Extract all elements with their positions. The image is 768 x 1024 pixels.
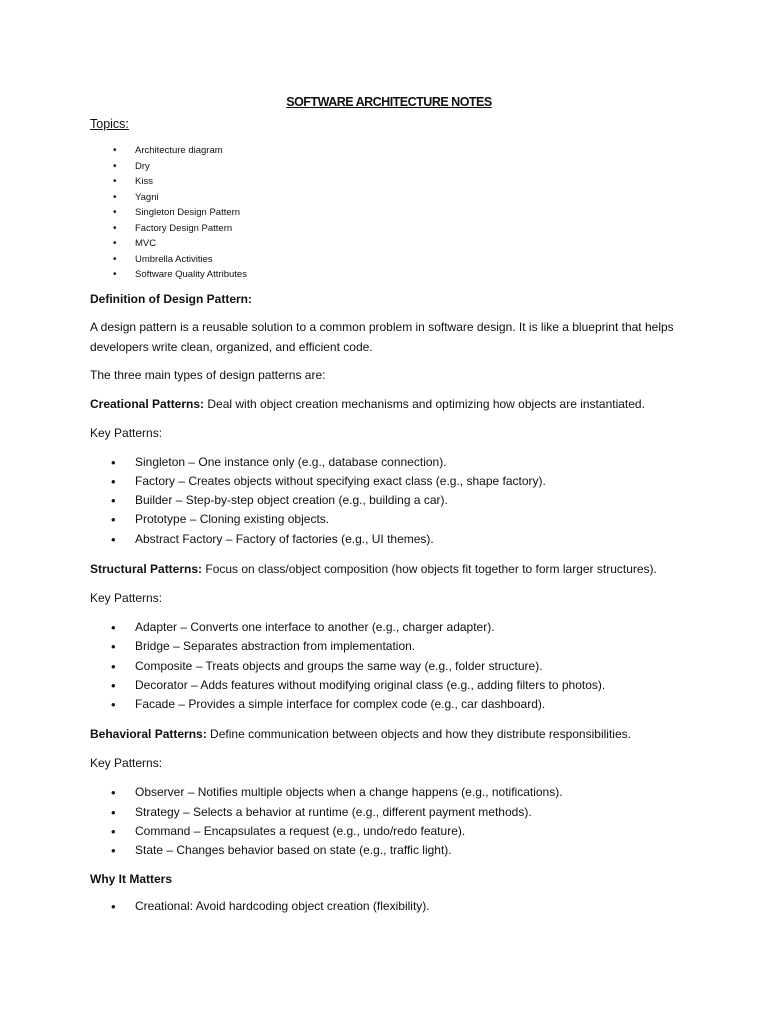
why-heading: Why It Matters — [90, 871, 173, 886]
creational-label: Creational Patterns: — [90, 396, 205, 411]
topic-item: • MVC — [90, 236, 688, 252]
pattern-item: • Command – Encapsulates a request (e.g., undo/redo feature). — [90, 822, 688, 841]
pattern-item: • State – Changes behavior based on state (e.g., traffic light). — [90, 841, 688, 860]
behavioral-patterns-list — [90, 783, 688, 860]
types-intro: The three main types of design patterns are: — [90, 367, 326, 382]
behavioral-key-label: Key Patterns: — [90, 756, 163, 771]
topic-item: • Umbrella Activities — [90, 252, 688, 268]
structural-description: Focus on class/object composition (how objects fit together to form larger structures). — [202, 561, 657, 576]
pattern-item: • Factory – Creates objects without specifying exact class (e.g., shape factory). — [90, 472, 688, 491]
pattern-item: • Facade – Provides a simple interface for complex code (e.g., car dashboard). — [90, 695, 688, 714]
pattern-item: • Composite – Treats objects and groups the same way (e.g., folder structure). — [90, 657, 688, 676]
pattern-item: • Observer – Notifies multiple objects when a change happens (e.g., notifications). — [90, 783, 688, 802]
structural-key-label: Key Patterns: — [90, 590, 163, 605]
topics-label: Topics: — [90, 117, 129, 131]
pattern-item: • Abstract Factory – Factory of factories (e.g., UI themes). — [90, 530, 688, 549]
topic-item: • Yagni — [90, 190, 688, 206]
why-list — [90, 897, 688, 916]
topic-item: • Architecture diagram — [90, 143, 688, 159]
topic-item: • Kiss — [90, 174, 688, 190]
creational-patterns-list — [90, 453, 688, 549]
topic-item: • Singleton Design Pattern — [90, 205, 688, 221]
topics-list — [90, 143, 688, 283]
topic-item: • Dry — [90, 159, 688, 175]
structural-section-intro — [90, 560, 688, 578]
pattern-item: • Decorator – Adds features without modifying original class (e.g., adding filters to photos). — [90, 676, 688, 695]
creational-section-intro — [90, 395, 688, 413]
creational-description: Deal with object creation mechanisms and optimizing how objects are instantiated. — [204, 396, 645, 411]
definition-paragraph: A design pattern is a reusable solution to a common problem in software design. It is like a blueprint that helps developers write clean, organized, and efficient code. — [90, 319, 674, 354]
pattern-item: • Builder – Step-by-step object creation (e.g., building a car). — [90, 491, 688, 510]
pattern-item: • Strategy – Selects a behavior at runtime (e.g., different payment methods). — [90, 803, 688, 822]
pattern-item: • Adapter – Converts one interface to another (e.g., charger adapter). — [90, 618, 688, 637]
topic-item: • Software Quality Attributes — [90, 267, 688, 283]
topic-item: • Factory Design Pattern — [90, 221, 688, 237]
behavioral-label: Behavioral Patterns: — [90, 727, 207, 742]
pattern-item: • Singleton – One instance only (e.g., database connection). — [90, 453, 688, 472]
pattern-item: • Prototype – Cloning existing objects. — [90, 510, 688, 529]
creational-key-label: Key Patterns: — [90, 425, 163, 440]
pattern-item: • Bridge – Separates abstraction from implementation. — [90, 637, 688, 656]
structural-label: Structural Patterns: — [90, 561, 203, 576]
behavioral-section-intro — [90, 725, 688, 743]
document-title: SOFTWARE ARCHITECTURE NOTES — [286, 95, 492, 109]
why-item: • Creational: Avoid hardcoding object creation (flexibility). — [90, 897, 688, 916]
behavioral-description: Define communication between objects and how they distribute responsibilities. — [206, 727, 631, 742]
definition-heading: Definition of Design Pattern: — [90, 291, 252, 306]
structural-patterns-list — [90, 618, 688, 714]
